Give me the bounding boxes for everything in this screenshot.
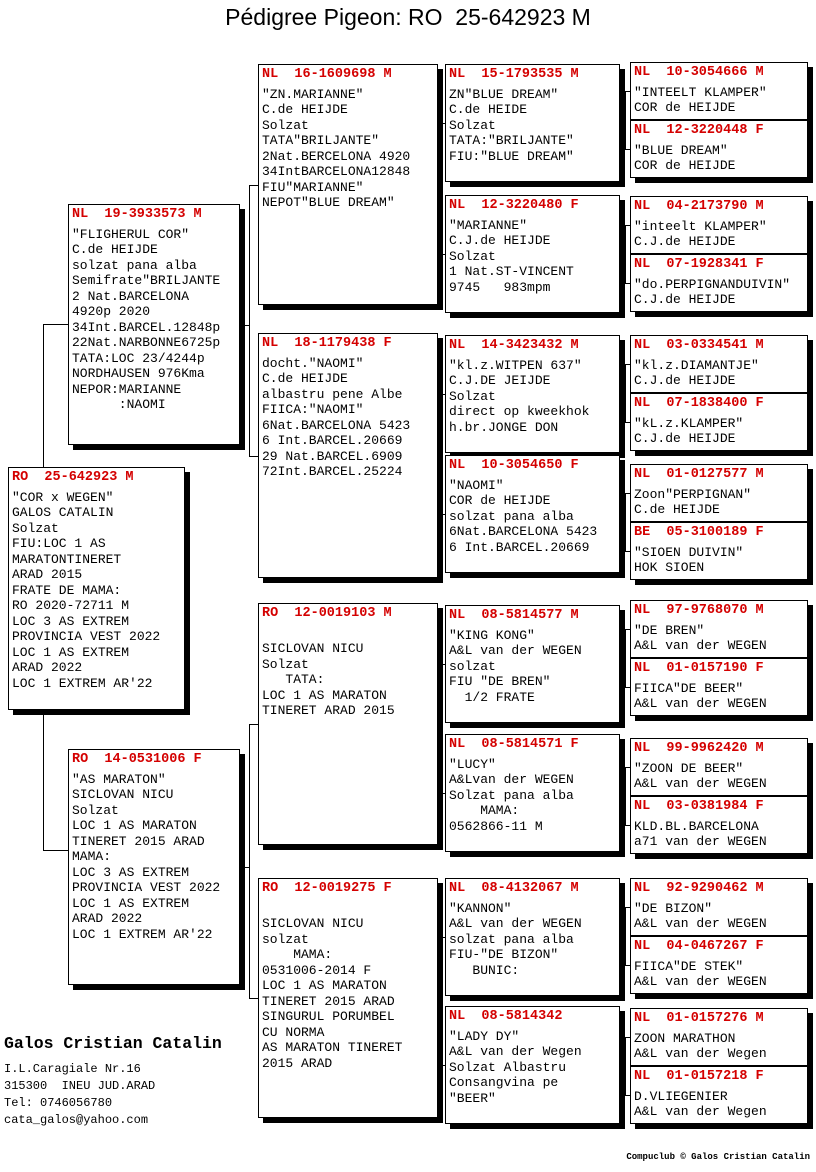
connector-line: [625, 364, 626, 422]
box-text-line: 2Nat.BERCELONA 4920: [262, 148, 411, 164]
box-text-line: [262, 626, 437, 642]
ring-number: NL 01-0127577 M: [634, 467, 764, 482]
box-text-line: solzat pana alba: [449, 931, 574, 947]
box-text-line: 6 Int.BARCEL.20669: [449, 539, 590, 555]
box-text-line: "AS MARATON": [72, 771, 166, 787]
box-text-line: ARAD 2022: [72, 911, 143, 926]
box-text-line: 6Nat.BARCELONA 5423: [449, 524, 598, 539]
box-text-line: "inteelt KLAMPER": [634, 218, 767, 234]
pedigree-box: [630, 1066, 808, 1124]
box-text-line: :NAOMI: [72, 397, 166, 412]
connector-line: [625, 91, 630, 92]
box-text-line: "LADY DY": [449, 1028, 520, 1044]
box-text-line: "COR x WEGEN": [12, 489, 114, 505]
box-text-line: NEPOT"BLUE DREAM": [262, 195, 395, 210]
box-text-line: 72Int.BARCEL.25224: [262, 464, 403, 479]
box-text-line: AS MARATON TINERET: [262, 1040, 403, 1055]
box-text-line: TINERET 2015 ARAD: [72, 833, 205, 849]
box-text-line: 29 Nat.BARCEL.6909: [262, 448, 403, 464]
box-text-line: MAMA:: [262, 947, 333, 962]
ring-number: NL 10-3054666 M: [634, 65, 764, 80]
box-text-line: "LUCY": [449, 756, 496, 772]
box-text-line: Solzat pana alba: [449, 787, 574, 803]
box-text-line: ARAD 2022: [12, 660, 83, 675]
box-text-line: Solzat: [449, 248, 496, 264]
box-text-line: solzat: [449, 658, 496, 674]
box-text-line: C.de HEIJDE: [262, 371, 348, 386]
box-text-line: "kL.z.KLAMPER": [634, 415, 744, 431]
box-text-line: "do.PERPIGNANDUIVIN": [634, 276, 791, 292]
box-text-line: A&L van der WEGEN: [449, 643, 582, 658]
connector-line: [625, 629, 626, 687]
box-text-line: HOK SIOEN: [634, 560, 705, 575]
box-text-line: Solzat: [449, 388, 496, 404]
box-text-line: MARATONTINERET: [12, 551, 122, 567]
box-text-line: KLD.BL.BARCELONA: [634, 818, 759, 834]
box-text-line: Zoon"PERPIGNAN": [634, 486, 752, 502]
box-text-line: 9745 983mpm: [449, 279, 551, 295]
box-text-line: h.br.JONGE DON: [449, 419, 559, 435]
box-text-line: "ZN.MARIANNE": [262, 86, 364, 102]
page-title: Pédigree Pigeon: RO 25-642923 M: [225, 4, 591, 30]
connector-line: [442, 664, 445, 665]
box-text-line: a71 van der WEGEN: [634, 834, 767, 849]
box-text-line: LOC 1 AS MARATON: [262, 978, 387, 993]
box-text-line: "INTEELT KLAMPER": [634, 84, 767, 100]
connector-line: [43, 850, 68, 851]
box-text-line: ZOON MARATHON: [634, 1030, 736, 1046]
ring-number: RO 12-0019275 F: [262, 881, 392, 896]
connector-line: [625, 1095, 630, 1096]
connector-line: [249, 724, 258, 725]
box-text-line: Solzat: [262, 117, 309, 133]
box-text-line: A&Lvan der WEGEN: [449, 772, 574, 787]
box-text-line: LOC 1 AS EXTREM: [12, 644, 130, 660]
connector-line: [442, 394, 443, 514]
box-text-line: "KANNON": [449, 900, 512, 916]
pedigree-box: [68, 749, 240, 985]
ring-number: RO 14-0531006 F: [72, 752, 202, 767]
box-text-line: SINGURUL PORUMBEL: [262, 1009, 395, 1024]
owner-email-line: cata_galos@yahoo.com: [4, 1113, 149, 1127]
box-text-line: FRATE DE MAMA:: [12, 582, 122, 598]
box-text-line: PROVINCIA VEST 2022: [72, 880, 221, 895]
box-text-line: 34Int.BARCEL.12848p: [72, 319, 221, 335]
box-text-line: Consangvina pe: [449, 1075, 559, 1090]
ring-number: NL 07-1838400 F: [634, 396, 764, 411]
ring-number: NL 08-4132067 M: [449, 881, 579, 896]
box-text-line: TINERET 2015 ARAD: [262, 993, 395, 1009]
box-text-line: RO 2020-72711 M: [12, 598, 130, 613]
box-text-line: MAMA:: [449, 803, 520, 818]
box-text-line: 6Nat.BARCELONA 5423: [262, 417, 411, 433]
connector-line: [625, 149, 630, 150]
box-text-line: "kl.z.DIAMANTJE": [634, 357, 759, 373]
box-text-line: 34IntBARCELONA12848: [262, 164, 411, 179]
credit-line: Compuclub © Galos Cristian Catalin: [626, 1152, 810, 1162]
box-text-line: C.J.de HEIJDE: [634, 431, 736, 446]
box-text-line: A&L van der WEGEN: [634, 696, 767, 711]
box-text-line: C.J.DE JEIJDE: [449, 373, 551, 388]
box-text-line: C.de HEIJDE: [634, 502, 720, 517]
box-text-line: Solzat: [449, 117, 496, 133]
box-text-line: A&L van der Wegen: [634, 1046, 767, 1061]
pedigree-box: [445, 195, 620, 313]
box-text-line: 0562866-11 M: [449, 818, 543, 834]
pedigree-box: [445, 455, 620, 573]
ring-number: NL 10-3054650 F: [449, 458, 579, 473]
connector-line: [625, 907, 626, 965]
ring-number: NL 14-3423432 M: [449, 338, 579, 353]
ring-number: NL 16-1609698 M: [262, 67, 392, 82]
pedigree-box: [258, 64, 438, 305]
box-text-line: FIU:"BLUE DREAM": [449, 148, 574, 164]
connector-line: [625, 91, 626, 149]
box-text-line: solzat pana alba: [72, 257, 197, 273]
box-text-line: C.J.de HEIJDE: [634, 234, 736, 249]
box-text-line: SICLOVAN NICU: [262, 916, 364, 931]
box-text-line: C.J.de HEIJDE: [634, 373, 736, 388]
box-text-line: 22Nat.NARBONNE6725p: [72, 335, 221, 350]
connector-line: [625, 493, 630, 494]
pedigree-box: [630, 796, 808, 854]
box-text-line: LOC 3 AS EXTREM: [72, 864, 190, 880]
connector-line: [442, 937, 443, 1065]
pedigree-box: [445, 335, 620, 453]
pedigree-box: [630, 658, 808, 716]
owner-address-line: I.L.Caragiale Nr.16: [4, 1062, 141, 1076]
box-text-line: SICLOVAN NICU: [262, 641, 364, 656]
box-text-line: COR de HEIJDE: [634, 158, 736, 173]
box-text-line: docht."NAOMI": [262, 355, 364, 371]
box-text-line: "BLUE DREAM": [634, 142, 728, 158]
box-text-line: COR de HEIJDE: [634, 100, 736, 115]
connector-line: [442, 664, 443, 793]
box-text-line: TATA:"BRILJANTE": [449, 133, 574, 148]
connector-line: [442, 394, 445, 395]
box-text-line: solzat pana alba: [449, 508, 574, 524]
connector-line: [625, 422, 630, 423]
connector-line: [442, 937, 445, 938]
ring-number: NL 08-5814342: [449, 1009, 563, 1024]
box-text-line: LOC 1 EXTREM AR'22: [72, 926, 213, 942]
box-text-line: TATA:: [262, 672, 325, 687]
box-text-line: Solzat: [72, 802, 119, 818]
connector-line: [43, 324, 44, 467]
pedigree-box: [8, 467, 185, 710]
ring-number: RO 25-642923 M: [12, 470, 134, 485]
connector-line: [240, 325, 249, 326]
connector-line: [625, 1037, 626, 1095]
connector-line: [442, 254, 445, 255]
box-text-line: A&L van der WEGEN: [634, 776, 767, 791]
pedigree-box: [445, 605, 620, 723]
box-text-line: FIU:LOC 1 AS: [12, 536, 106, 551]
box-text-line: Semifrate"BRILJANTE: [72, 273, 221, 288]
connector-line: [249, 185, 250, 456]
ring-number: RO 12-0019103 M: [262, 606, 392, 621]
pedigree-box: [445, 878, 620, 996]
box-text-line: D.VLIEGENIER: [634, 1088, 728, 1104]
box-text-line: TINERET ARAD 2015: [262, 703, 395, 718]
ring-number: NL 03-0334541 M: [634, 338, 764, 353]
box-text-line: A&L van der WEGEN: [634, 638, 767, 653]
connector-line: [442, 1065, 445, 1066]
box-text-line: C.J.de HEIJDE: [634, 292, 736, 307]
ring-number: NL 92-9290462 M: [634, 881, 764, 896]
box-text-line: GALOS CATALIN: [12, 505, 114, 520]
connector-line: [249, 456, 258, 457]
box-text-line: 4920p 2020: [72, 304, 151, 319]
pedigree-box: [445, 734, 620, 852]
connector-line: [625, 767, 626, 825]
box-text-line: LOC 3 AS EXTREM: [12, 613, 130, 629]
pedigree-box: [258, 603, 438, 845]
box-text-line: A&L van der Wegen: [449, 1044, 582, 1059]
connector-line: [625, 629, 630, 630]
connector-line: [625, 225, 626, 283]
ring-number: NL 07-1928341 F: [634, 257, 764, 272]
owner-name: Galos Cristian Catalin: [4, 1034, 222, 1053]
box-text-line: "kl.z.WITPEN 637": [449, 357, 582, 373]
box-text-line: TATA:LOC 23/4244p: [72, 350, 205, 366]
connector-line: [625, 493, 626, 551]
box-text-line: BUNIC:: [449, 962, 520, 978]
box-text-line: FIICA"DE BEER": [634, 680, 744, 696]
box-text-line: FIICA"DE STEK": [634, 958, 744, 974]
ring-number: NL 01-0157218 F: [634, 1069, 764, 1084]
box-text-line: C.de HEIJDE: [72, 242, 158, 257]
box-text-line: FIU-"DE BIZON": [449, 947, 559, 962]
ring-number: NL 12-3220448 F: [634, 123, 764, 138]
box-text-line: "DE BIZON": [634, 900, 713, 916]
box-text-line: CU NORMA: [262, 1024, 325, 1040]
ring-number: NL 18-1179438 F: [262, 336, 392, 351]
connector-line: [625, 364, 630, 365]
box-text-line: Solzat Albastru: [449, 1059, 567, 1075]
box-text-line: "FLIGHERUL COR": [72, 226, 190, 242]
connector-line: [625, 687, 630, 688]
box-text-line: NEPOR:MARIANNE: [72, 381, 182, 397]
owner-phone-line: Tel: 0746056780: [4, 1096, 113, 1110]
connector-line: [249, 185, 258, 186]
box-text-line: C.J.de HEIJDE: [449, 233, 551, 248]
connector-line: [249, 724, 250, 998]
connector-line: [442, 123, 443, 254]
ring-number: NL 03-0381984 F: [634, 799, 764, 814]
pedigree-box: [630, 522, 808, 580]
ring-number: NL 08-5814571 F: [449, 737, 579, 752]
connector-line: [625, 767, 630, 768]
box-text-line: A&L van der WEGEN: [634, 916, 767, 931]
connector-line: [442, 123, 445, 124]
ring-number: NL 19-3933573 M: [72, 207, 202, 222]
box-text-line: ARAD 2015: [12, 567, 83, 582]
connector-line: [442, 793, 445, 794]
pedigree-box: [68, 204, 240, 445]
ring-number: NL 15-1793535 M: [449, 67, 579, 82]
box-text-line: PROVINCIA VEST 2022: [12, 629, 161, 644]
ring-number: NL 99-9962420 M: [634, 741, 764, 756]
pedigree-box: [630, 878, 808, 936]
connector-line: [625, 965, 630, 966]
pedigree-box: [630, 464, 808, 522]
box-text-line: 0531006-2014 F: [262, 962, 372, 978]
ring-number: NL 08-5814577 M: [449, 608, 579, 623]
owner-block: [4, 1034, 222, 1129]
pedigree-box: [630, 936, 808, 994]
box-text-line: "BEER": [449, 1090, 496, 1106]
box-text-line: "ZOON DE BEER": [634, 760, 744, 776]
box-text-line: LOC 1 AS MARATON: [72, 818, 197, 833]
box-text-line: C.de HEIDE: [449, 102, 528, 117]
box-text-line: TATA"BRILJANTE": [262, 133, 380, 148]
box-text-line: "SIOEN DUIVIN": [634, 544, 744, 560]
box-text-line: 6 Int.BARCEL.20669: [262, 433, 403, 448]
box-text-line: LOC 1 EXTREM AR'22: [12, 675, 153, 691]
pedigree-box: [630, 120, 808, 178]
box-text-line: LOC 1 AS MARATON: [262, 687, 387, 703]
box-text-line: albastru pene Albe: [262, 386, 403, 402]
box-text-line: ZN"BLUE DREAM": [449, 86, 559, 102]
connector-line: [625, 283, 630, 284]
owner-address-line: 315300 INEU JUD.ARAD: [4, 1079, 156, 1093]
box-text-line: A&L van der WEGEN: [634, 974, 767, 989]
box-text-line: FIICA:"NAOMI": [262, 402, 364, 417]
box-text-line: 1/2 FRATE: [449, 689, 535, 705]
pedigree-box: [630, 600, 808, 658]
box-text-line: solzat: [262, 931, 309, 947]
connector-line: [625, 1037, 630, 1038]
connector-line: [625, 907, 630, 908]
box-text-line: Solzat: [262, 656, 309, 672]
pedigree-box: [630, 62, 808, 120]
connector-line: [625, 825, 630, 826]
connector-line: [240, 867, 249, 868]
pedigree-box: [258, 878, 438, 1118]
box-text-line: Solzat: [12, 520, 59, 536]
box-text-line: 2 Nat.BARCELONA: [72, 288, 190, 304]
ring-number: NL 01-0157276 M: [634, 1011, 764, 1026]
pedigree-box: [630, 254, 808, 312]
pedigree-box: [445, 1006, 620, 1124]
pedigree-box: [630, 393, 808, 451]
box-text-line: "MARIANNE": [449, 217, 528, 233]
connector-line: [625, 225, 630, 226]
ring-number: NL 01-0157190 F: [634, 661, 764, 676]
connector-line: [442, 514, 445, 515]
box-text-line: FIU"MARIANNE": [262, 179, 364, 195]
box-text-line: LOC 1 AS EXTREM: [72, 895, 190, 911]
connector-line: [625, 551, 630, 552]
box-text-line: NORDHAUSEN 976Kma: [72, 366, 205, 381]
box-text-line: "KING KONG": [449, 627, 535, 643]
box-text-line: C.de HEIJDE: [262, 102, 348, 117]
box-text-line: [262, 901, 437, 917]
pedigree-box: [258, 333, 438, 578]
box-text-line: direct op kweekhok: [449, 404, 590, 419]
box-text-line: 1 Nat.ST-VINCENT: [449, 264, 574, 279]
box-text-line: "NAOMI": [449, 477, 504, 493]
box-text-line: COR de HEIJDE: [449, 493, 551, 508]
pedigree-box: [630, 738, 808, 796]
pedigree-box: [445, 64, 620, 182]
box-text-line: SICLOVAN NICU: [72, 787, 174, 802]
connector-line: [249, 998, 258, 999]
pedigree-box: [630, 1008, 808, 1066]
ring-number: NL 04-2173790 M: [634, 199, 764, 214]
pedigree-box: [630, 196, 808, 254]
box-text-line: FIU "DE BREN": [449, 674, 551, 689]
box-text-line: A&L van der Wegen: [634, 1104, 767, 1119]
pedigree-box: [630, 335, 808, 393]
ring-number: NL 04-0467267 F: [634, 939, 764, 954]
connector-line: [43, 324, 68, 325]
box-text-line: 2015 ARAD: [262, 1055, 333, 1071]
box-text-line: A&L van der WEGEN: [449, 916, 582, 931]
box-text-line: MAMA:: [72, 849, 112, 864]
connector-line: [43, 710, 44, 851]
ring-number: NL 12-3220480 F: [449, 198, 579, 213]
ring-number: BE 05-3100189 F: [634, 525, 764, 540]
box-text-line: "DE BREN": [634, 622, 705, 638]
ring-number: NL 97-9768070 M: [634, 603, 764, 618]
